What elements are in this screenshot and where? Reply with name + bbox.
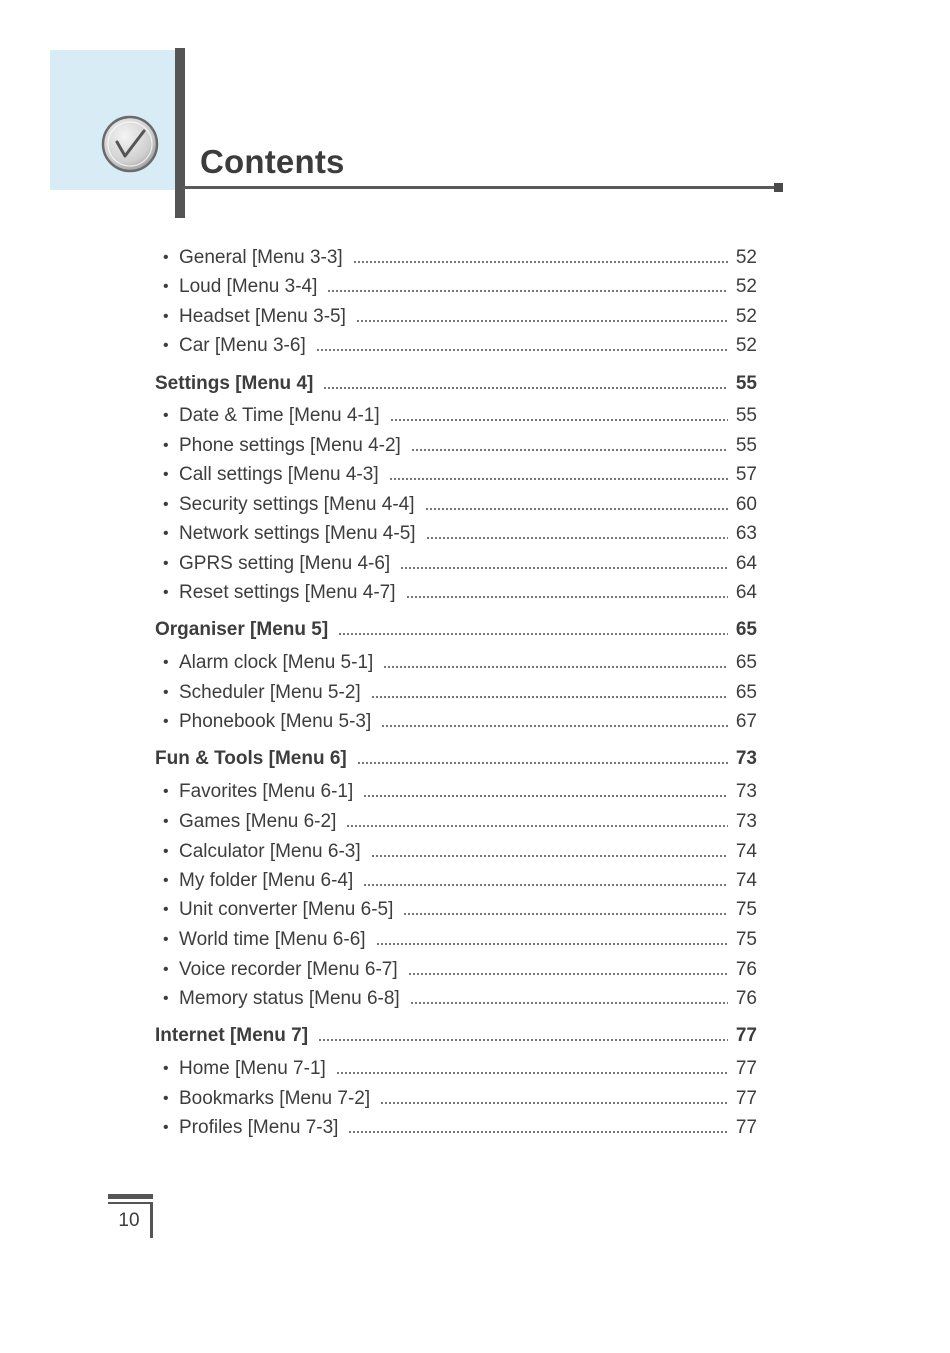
bullet-icon: • (163, 525, 169, 542)
toc-page-number: 52 (735, 306, 757, 327)
toc-page-number: 57 (735, 464, 757, 485)
bullet-icon: • (163, 872, 169, 889)
footer-vertical-rule (150, 1204, 153, 1238)
dot-leader (411, 449, 728, 451)
bullet-icon: • (163, 407, 169, 424)
dot-leader (408, 973, 728, 975)
dot-leader (336, 1072, 728, 1074)
header-rule (183, 186, 776, 189)
toc-heading[interactable] (155, 1022, 757, 1050)
dot-leader (371, 696, 728, 698)
bullet-icon: • (163, 278, 169, 295)
dot-leader (357, 762, 728, 764)
toc-label: Voice recorder [Menu 6-7] (179, 959, 398, 980)
toc-entry[interactable] (155, 985, 757, 1013)
toc-entry[interactable] (155, 303, 757, 331)
toc-entry[interactable] (155, 778, 757, 806)
check-mark-icon (100, 114, 160, 174)
dot-leader (316, 349, 728, 351)
dot-leader (338, 633, 728, 635)
toc-label: Organiser [Menu 5] (155, 619, 329, 640)
toc-label: Scheduler [Menu 5-2] (179, 682, 361, 703)
header-rule-end (774, 183, 783, 192)
toc-page-number: 67 (735, 711, 757, 732)
bullet-icon: • (163, 713, 169, 730)
dot-leader (327, 290, 727, 292)
toc-label: World time [Menu 6-6] (179, 929, 366, 950)
toc-entry[interactable] (155, 926, 757, 954)
toc-label: Network settings [Menu 4-5] (179, 523, 416, 544)
dot-leader (400, 567, 728, 569)
dot-leader (376, 943, 728, 945)
bullet-icon: • (163, 466, 169, 483)
toc-label: Car [Menu 3-6] (179, 335, 306, 356)
toc-entry[interactable] (155, 332, 757, 360)
toc-heading[interactable] (155, 616, 757, 644)
bullet-icon: • (163, 437, 169, 454)
toc-entry[interactable] (155, 273, 757, 301)
toc-entry[interactable] (155, 1055, 757, 1083)
toc-entry[interactable] (155, 867, 757, 895)
toc-label: Home [Menu 7-1] (179, 1058, 326, 1079)
dot-leader (403, 913, 727, 915)
dot-leader (318, 1039, 728, 1041)
toc-heading[interactable] (155, 745, 757, 773)
toc-label: Favorites [Menu 6-1] (179, 781, 354, 802)
toc-page-number: 52 (735, 247, 757, 268)
dot-leader (410, 1002, 728, 1004)
toc-entry[interactable] (155, 1114, 757, 1142)
toc-label: Unit converter [Menu 6-5] (179, 899, 394, 920)
toc-page-number: 73 (735, 781, 757, 802)
toc-heading[interactable] (155, 370, 757, 398)
toc-label: Fun & Tools [Menu 6] (155, 748, 347, 769)
bullet-icon: • (163, 931, 169, 948)
bullet-icon: • (163, 555, 169, 572)
toc-page-number: 74 (735, 870, 757, 891)
bullet-icon: • (163, 961, 169, 978)
toc-entry[interactable] (155, 579, 757, 607)
toc-page-number: 73 (735, 748, 757, 769)
dot-leader (390, 419, 728, 421)
toc-entry[interactable] (155, 649, 757, 677)
toc-label: Profiles [Menu 7-3] (179, 1117, 339, 1138)
bullet-icon: • (163, 901, 169, 918)
toc-label: Headset [Menu 3-5] (179, 306, 346, 327)
bullet-icon: • (163, 813, 169, 830)
dot-leader (425, 508, 728, 510)
dot-leader (346, 825, 728, 827)
toc-entry[interactable] (155, 550, 757, 578)
toc-entry[interactable] (155, 461, 757, 489)
toc-page-number: 74 (735, 841, 757, 862)
bullet-icon: • (163, 1060, 169, 1077)
toc-page-number: 76 (735, 988, 757, 1009)
toc-page-number: 77 (735, 1088, 757, 1109)
dot-leader (356, 320, 728, 322)
dot-leader (323, 387, 728, 389)
bullet-icon: • (163, 249, 169, 266)
toc-label: General [Menu 3-3] (179, 247, 343, 268)
toc-entry[interactable] (155, 679, 757, 707)
toc-label: Phonebook [Menu 5-3] (179, 711, 372, 732)
toc-page-number: 77 (735, 1025, 757, 1046)
toc-page-number: 55 (735, 405, 757, 426)
toc-page-number: 55 (735, 435, 757, 456)
toc-entry[interactable] (155, 956, 757, 984)
toc-entry[interactable] (155, 432, 757, 460)
dot-leader (348, 1131, 727, 1133)
bullet-icon: • (163, 1090, 169, 1107)
toc-page-number: 60 (735, 494, 757, 515)
toc-entry[interactable] (155, 838, 757, 866)
toc-label: Settings [Menu 4] (155, 373, 314, 394)
bullet-icon: • (163, 783, 169, 800)
toc-page-number: 75 (735, 899, 757, 920)
toc-label: Internet [Menu 7] (155, 1025, 309, 1046)
toc-label: Memory status [Menu 6-8] (179, 988, 400, 1009)
toc-page-number: 76 (735, 959, 757, 980)
toc-page-number: 64 (735, 582, 757, 603)
dot-leader (383, 666, 728, 668)
toc-entry[interactable] (155, 708, 757, 736)
bullet-icon: • (163, 496, 169, 513)
bullet-icon: • (163, 843, 169, 860)
toc-entry[interactable] (155, 808, 757, 836)
toc-page-number: 65 (735, 619, 757, 640)
toc-entry[interactable] (155, 1085, 757, 1113)
dot-leader (353, 261, 728, 263)
footer-bar (108, 1194, 153, 1199)
toc-page-number: 77 (735, 1058, 757, 1079)
bullet-icon: • (163, 990, 169, 1007)
dot-leader (363, 795, 728, 797)
dot-leader (363, 884, 728, 886)
bullet-icon: • (163, 308, 169, 325)
bullet-icon: • (163, 684, 169, 701)
dot-leader (406, 596, 728, 598)
toc-label: Call settings [Menu 4-3] (179, 464, 379, 485)
toc-label: My folder [Menu 6-4] (179, 870, 354, 891)
bullet-icon: • (163, 337, 169, 354)
toc-label: Security settings [Menu 4-4] (179, 494, 415, 515)
toc-page-number: 52 (735, 276, 757, 297)
toc-page-number: 73 (735, 811, 757, 832)
toc-label: Games [Menu 6-2] (179, 811, 337, 832)
toc-page-number: 64 (735, 553, 757, 574)
toc-entry[interactable] (155, 520, 757, 548)
toc-page-number: 77 (735, 1117, 757, 1138)
toc-entry[interactable] (155, 402, 757, 430)
bullet-icon: • (163, 654, 169, 671)
bullet-icon: • (163, 1119, 169, 1136)
toc-page-number: 52 (735, 335, 757, 356)
page-title: Contents (200, 143, 345, 180)
dot-leader (380, 1102, 728, 1104)
toc-label: Alarm clock [Menu 5-1] (179, 652, 374, 673)
toc-page-number: 63 (735, 523, 757, 544)
toc-label: Date & Time [Menu 4-1] (179, 405, 380, 426)
toc-page-number: 65 (735, 652, 757, 673)
dot-leader (426, 537, 728, 539)
toc-label: Reset settings [Menu 4-7] (179, 582, 396, 603)
dot-leader (371, 855, 728, 857)
toc-label: Calculator [Menu 6-3] (179, 841, 361, 862)
footer-bar-thin (108, 1202, 153, 1204)
toc-label: Bookmarks [Menu 7-2] (179, 1088, 371, 1109)
dot-leader (389, 478, 728, 480)
toc-page-number: 75 (735, 929, 757, 950)
dot-leader (381, 725, 728, 727)
page-number: 10 (118, 1210, 140, 1231)
header-vertical-bar (175, 48, 185, 218)
toc-entry[interactable] (155, 896, 757, 924)
toc-page-number: 55 (735, 373, 757, 394)
toc-entry[interactable] (155, 491, 757, 519)
toc-entry[interactable] (155, 244, 757, 272)
toc-label: Loud [Menu 3-4] (179, 276, 318, 297)
bullet-icon: • (163, 584, 169, 601)
toc-label: GPRS setting [Menu 4-6] (179, 553, 391, 574)
toc-page-number: 65 (735, 682, 757, 703)
toc-label: Phone settings [Menu 4-2] (179, 435, 401, 456)
